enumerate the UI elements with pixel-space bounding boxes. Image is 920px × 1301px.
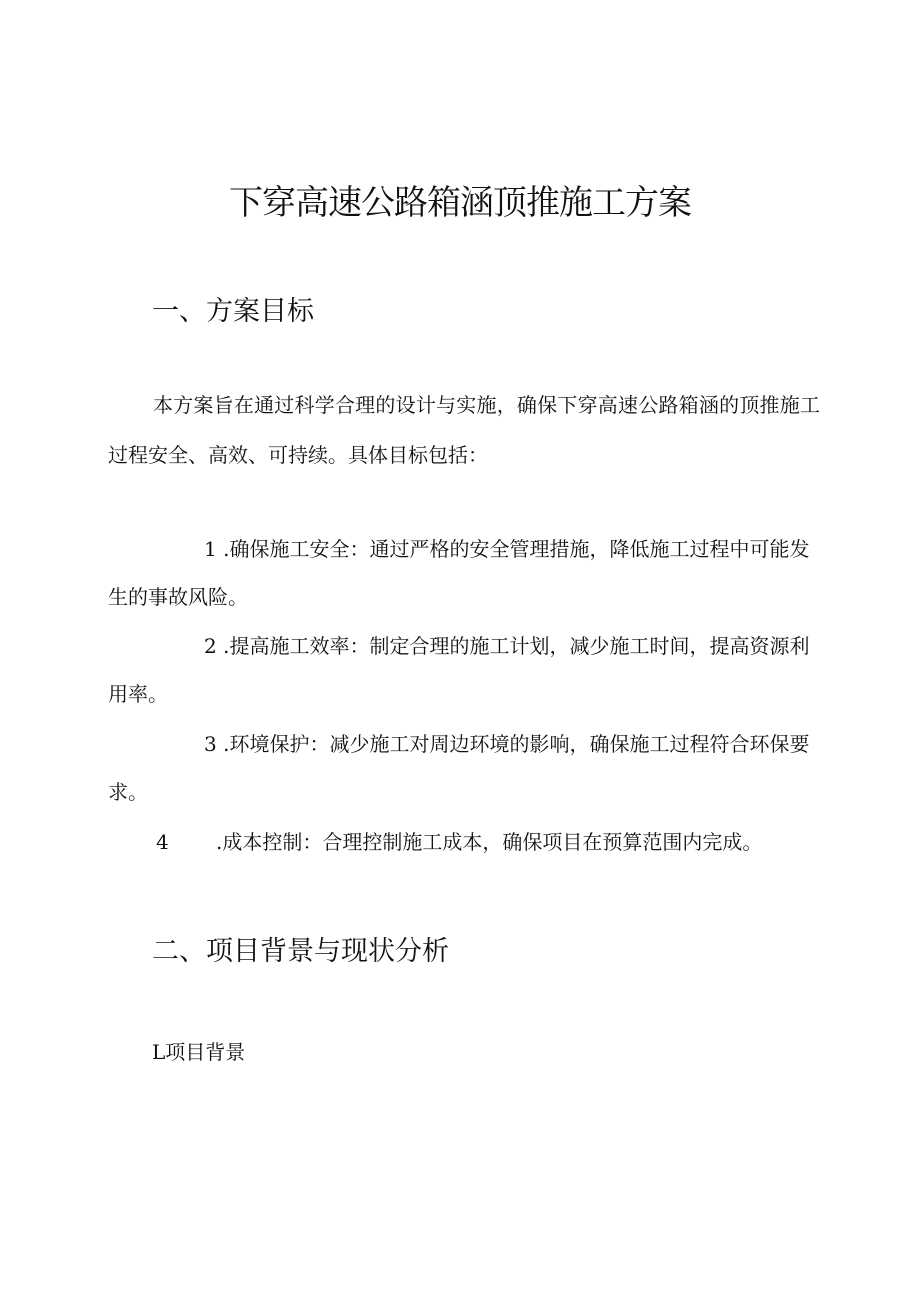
section-heading-background: 二、项目背景与现状分析 — [152, 936, 449, 967]
list-item-text: .环境保护：减少施工对周边环境的影响，确保施工过程符合环保要求。 — [108, 732, 810, 804]
document-title: 下穿高速公路箱涵顶推施工方案 — [229, 183, 691, 223]
list-item-text: .成本控制：合理控制施工成本，确保项目在预算范围内完成。 — [216, 830, 763, 854]
list-item — [108, 720, 820, 816]
list-item-number: 1 — [204, 537, 217, 561]
list-item-number: 3 — [204, 732, 217, 756]
section-heading-goals: 一、方案目标 — [152, 296, 314, 327]
list-item — [108, 525, 820, 621]
section-intro-paragraph: 本方案旨在通过科学合理的设计与实施，确保下穿高速公路箱涵的顶推施工过程安全、高效、可持续。具体目标包括： — [108, 393, 820, 467]
list-item-text: .提高施工效率：制定合理的施工计划，减少施工时间，提高资源利用率。 — [108, 634, 810, 706]
list-item-text: .确保施工安全：通过严格的安全管理措施，降低施工过程中可能发生的事故风险。 — [108, 537, 810, 609]
list-item — [108, 622, 820, 718]
list-item — [108, 818, 820, 866]
list-item-number: 2 — [204, 634, 217, 658]
subsection-heading: L项目背景 — [152, 1040, 246, 1064]
list-item-number: 4 — [156, 830, 169, 854]
